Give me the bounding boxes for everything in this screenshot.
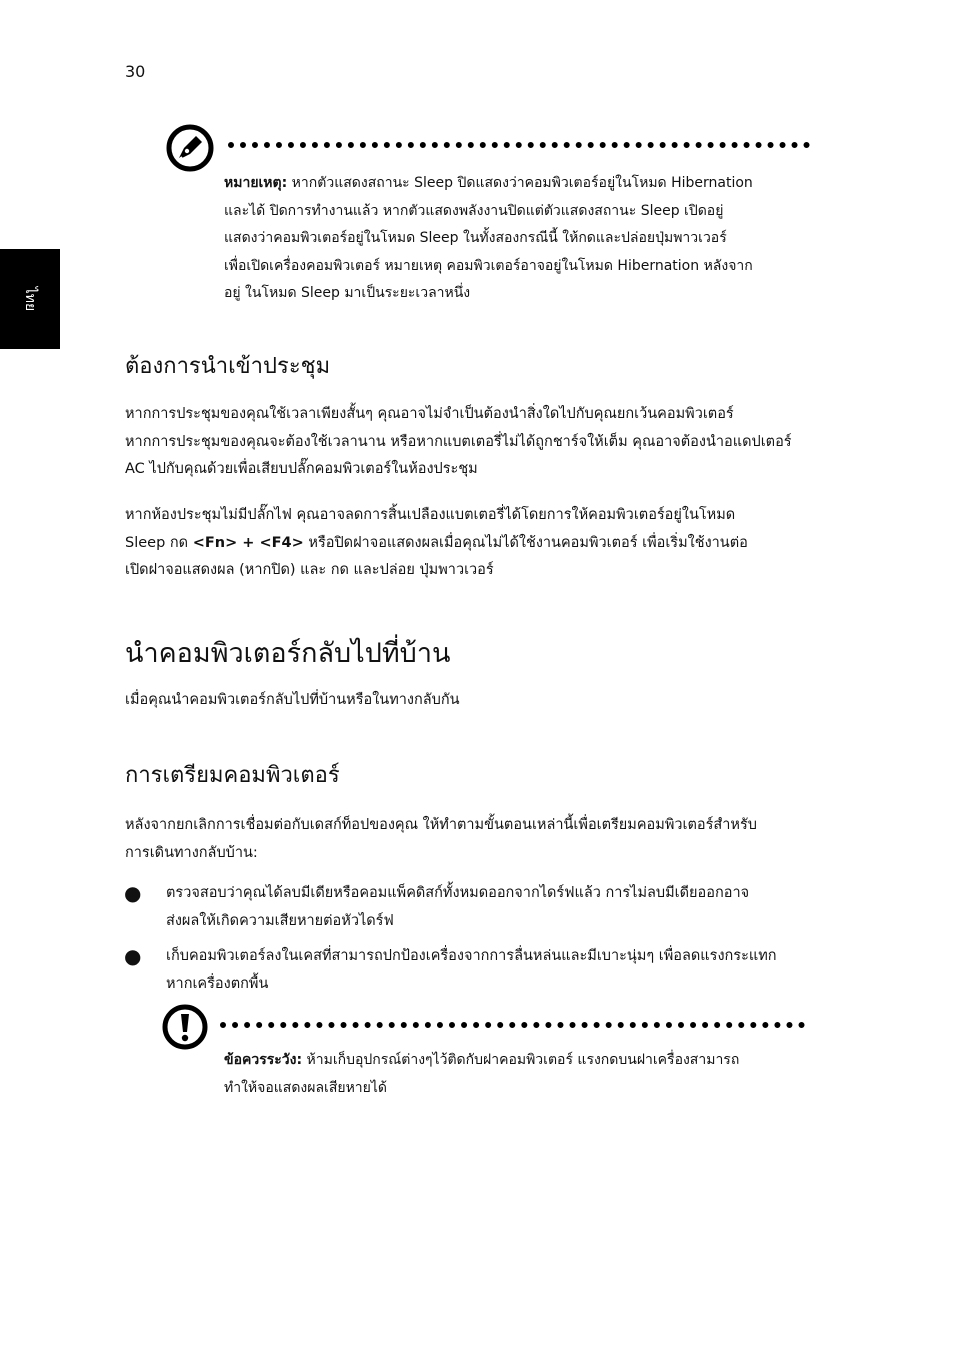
language-tab-label: ไทย <box>22 286 38 312</box>
list-item-line: เก็บคอมพิวเตอร์ลงในเคสที่สามารถปกป้องเครื่องจากการลื่นหล่นและมีเบาะนุ่มๆ เพื่อลดแรงกระแทก <box>166 948 777 964</box>
note-pen-icon <box>166 124 214 172</box>
list-item-line: ส่งผลให้เกิดความเสียหายต่อหัวไดร์ฟ <box>166 912 394 929</box>
paragraph-line: หากการประชุมของคุณจะต้องใช้เวลานาน หรือหากแบตเตอรี่ไม่ได้ถูกชาร์จให้เต็ม คุณอาจต้องนำอแดปเตอร์ <box>125 433 792 450</box>
paragraph-line: หากการประชุมของคุณใช้เวลาเพียงสั้นๆ คุณอาจไม่จำเป็นต้องนำสิ่งใดไปกับคุณยกเว้นคอมพิวเตอร์ <box>125 406 734 422</box>
caution-exclamation-icon <box>162 1004 208 1050</box>
home-heading: นำคอมพิวเตอร์กลับไปที่บ้าน <box>125 638 451 669</box>
prepare-heading: การเตรียมคอมพิวเตอร์ <box>125 763 340 788</box>
caution-body <box>224 1047 824 1102</box>
caution-line: ทำให้จอแสดงผลเสียหายได้ <box>224 1079 388 1096</box>
list-item-line: หากเครื่องตกพื้น <box>166 975 269 992</box>
list-item <box>166 943 826 998</box>
note-line: หากตัวแสดงสถานะ Sleep ปิดแสดงว่าคอมพิวเตอร์อยู่ในโหมด Hibernation <box>287 175 753 191</box>
note-line: เพื่อเปิดเครื่องคอมพิวเตอร์ หมายเหตุ คอมพิวเตอร์อาจอยู่ในโหมด Hibernation หลังจาก <box>224 257 753 274</box>
note-divider <box>228 142 810 148</box>
caution-divider <box>220 1022 805 1028</box>
meeting-heading: ต้องการนำเข้าประชุม <box>125 354 331 379</box>
page-number: 30 <box>125 62 146 81</box>
paragraph-line: เปิดฝาจอแสดงผล (หากปิด) และ กด และปล่อย ปุ่มพาวเวอร์ <box>125 562 494 578</box>
caution-label: ข้อควรระวัง: <box>224 1052 303 1068</box>
note-body <box>224 170 824 308</box>
note-label: หมายเหตุ: <box>224 175 288 191</box>
home-intro: เมื่อคุณนำคอมพิวเตอร์กลับไปที่บ้านหรือในทางกลับกัน <box>125 692 460 708</box>
key-combo: <Fn> + <F4> <box>192 534 304 551</box>
list-item-line: ตรวจสอบว่าคุณได้ลบมีเดียหรือคอมแพ็คดิสก์ทั้งหมดออกจากไดร์ฟแล้ว การไม่ลบมีเดียออกอาจ <box>166 885 750 901</box>
note-line: แสดงว่าคอมพิวเตอร์อยู่ในโหมด Sleep ในทั้งสองกรณีนี้ ให้กดและปล่อยปุ่มพาวเวอร์ <box>224 230 727 246</box>
note-line: อยู่ ในโหมด Sleep มาเป็นระยะเวลาหนึ่ง <box>224 285 471 301</box>
paragraph-line: หลังจากยกเลิกการเชื่อมต่อกับเดสก์ท็อปของคุณ ให้ทำตามขั้นตอนเหล่านี้เพื่อเตรียมคอมพิวเตอร์สำหรับ <box>125 817 757 833</box>
bullet-icon: ● <box>124 881 142 905</box>
note-line: และได้ ปิดการทำงานแล้ว หากตัวแสดงพลังงานปิดแต่ตัวแสดงสถานะ Sleep เปิดอยู่ <box>224 202 724 219</box>
paragraph-line: AC ไปกับคุณด้วยเพื่อเสียบปลั๊กคอมพิวเตอร์ในห้องประชุม <box>125 461 478 477</box>
list-item <box>166 880 826 935</box>
prepare-intro <box>125 812 825 867</box>
paragraph-text: Sleep กด <box>125 534 193 551</box>
meeting-paragraph-1 <box>125 401 825 484</box>
paragraph-line: การเดินทางกลับบ้าน: <box>125 844 258 861</box>
caution-line: ห้ามเก็บอุปกรณ์ต่างๆไว้ติดกับฝาคอมพิวเตอร์ แรงกดบนฝาเครื่องสามารถ <box>302 1052 740 1068</box>
meeting-paragraph-2 <box>125 502 825 585</box>
paragraph-line: หากห้องประชุมไม่มีปลั๊กไฟ คุณอาจลดการสิ้นเปลืองแบตเตอรี่ได้โดยการให้คอมพิวเตอร์อยู่ในโหมด <box>125 507 736 523</box>
language-tab <box>0 249 60 349</box>
paragraph-text: หรือปิดฝาจอแสดงผลเมื่อคุณไม่ได้ใช้งานคอมพิวเตอร์ เพื่อเริ่มใช้งานต่อ <box>303 534 748 551</box>
bullet-icon: ● <box>124 944 142 968</box>
